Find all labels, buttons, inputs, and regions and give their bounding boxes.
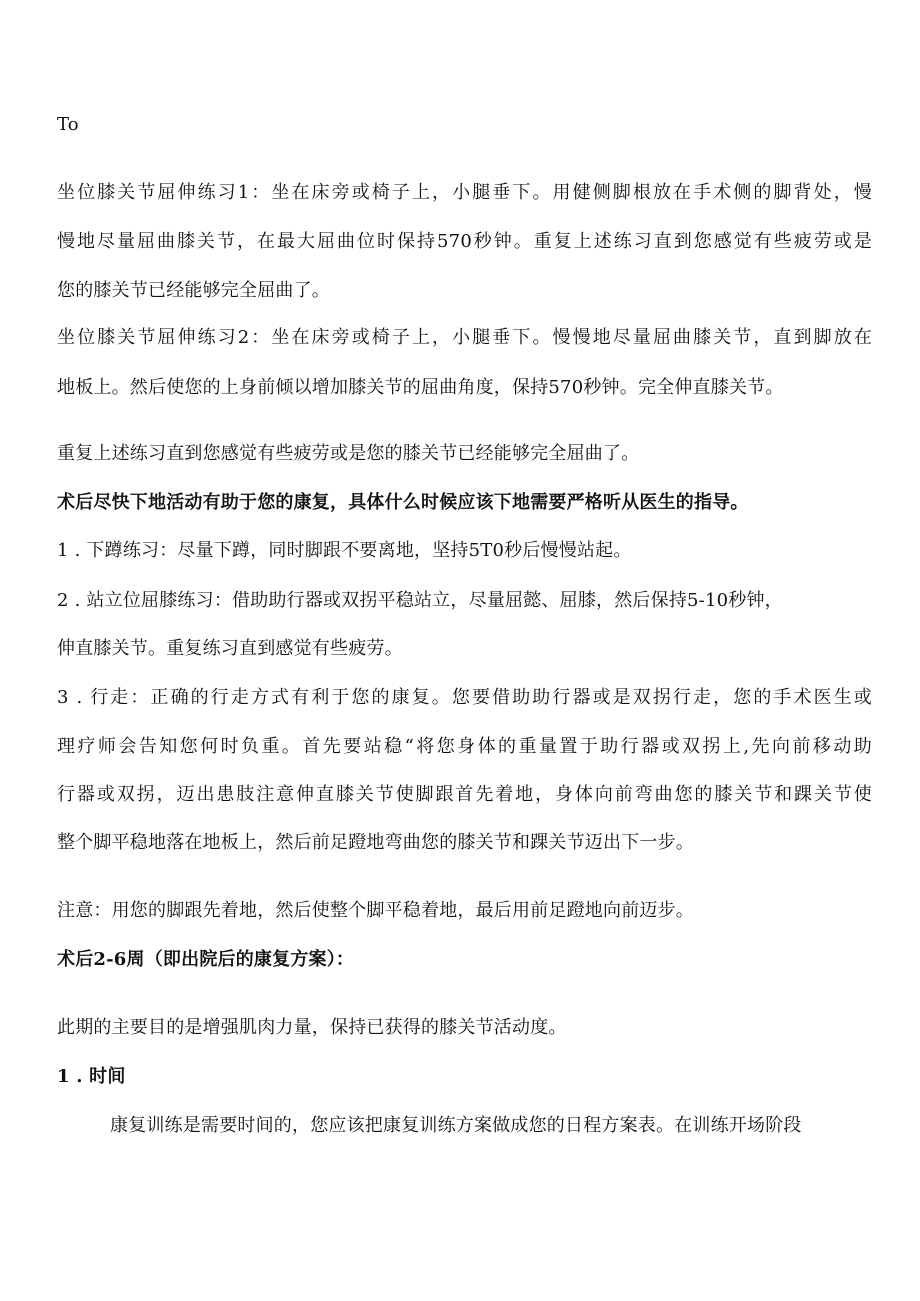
exercise-1-line-1: 坐位膝关节屈伸练习1：坐在床旁或椅子上，小腿垂下。用健侧脚根放在手术侧的脚背处，慢 xyxy=(57,182,872,203)
exercise-2-line-1: 坐位膝关节屈伸练习2：坐在床旁或椅子上，小腿垂下。慢慢地尽量屈曲膝关节，直到脚放在 xyxy=(57,327,872,348)
period-goal-line: 此期的主要目的是增强肌肉力量，保持已获得的膝关节活动度。 xyxy=(57,1017,567,1038)
walking-exercise-line-3: 行器或双拐，迈出患肢注意伸直膝关节使脚跟首先着地，身体向前弯曲您的膝关节和踝关节使 xyxy=(57,784,872,805)
attention-note-line: 注意：用您的脚跟先着地，然后使整个脚平稳着地，最后用前足蹬地向前迈步。 xyxy=(57,900,694,921)
squat-exercise-line: 1 . 下蹲练习：尽量下蹲，同时脚跟不要离地，坚持5T0秒后慢慢站起。 xyxy=(57,540,632,561)
standing-knee-bend-line-2: 伸直膝关节。重复练习直到感觉有些疲劳。 xyxy=(57,638,403,659)
standing-knee-bend-line-1: 2 . 站立位屈膝练习：借助助行器或双拐平稳站立，尽量屈懿、屈膝，然后保持5-10秒钟， xyxy=(57,590,783,611)
exercise-2-line-2: 地板上。然后使您的上身前倾以增加膝关节的屈曲角度，保持570秒钟。完全伸直膝关节。 xyxy=(57,377,784,398)
exercise-1-line-2: 慢地尽量屈曲膝关节，在最大屈曲位时保持570秒钟。重复上述练习直到您感觉有些疲劳或是 xyxy=(57,231,872,252)
walking-exercise-line-2: 理疗师会告知您何时负重。首先要站稳“将您身体的重量置于助行器或双拐上,先向前移动助 xyxy=(57,736,872,757)
walking-exercise-line-1: 3 . 行走：正确的行走方式有利于您的康复。您要借助助行器或是双拐行走，您的手术医生或 xyxy=(57,687,872,708)
weeks-2-6-heading: 术后2-6周（即出院后的康复方案）： xyxy=(57,949,355,970)
time-heading: 1 . 时间 xyxy=(57,1066,126,1087)
early-walking-note-line: 术后尽快下地活动有助于您的康复，具体什么时候应该下地需要严格听从医生的指导。 xyxy=(57,492,749,513)
walking-exercise-line-4: 整个脚平稳地落在地板上，然后前足蹬地弯曲您的膝关节和踝关节迈出下一步。 xyxy=(57,832,694,853)
time-paragraph-line: 康复训练是需要时间的，您应该把康复训练方案做成您的日程方案表。在训练开场阶段 xyxy=(110,1115,802,1136)
repeat-note-line: 重复上述练习直到您感觉有些疲劳或是您的膝关节已经能够完全屈曲了。 xyxy=(57,443,640,464)
exercise-1-line-3: 您的膝关节已经能够完全屈曲了。 xyxy=(57,280,330,301)
header-text: To xyxy=(57,114,79,135)
